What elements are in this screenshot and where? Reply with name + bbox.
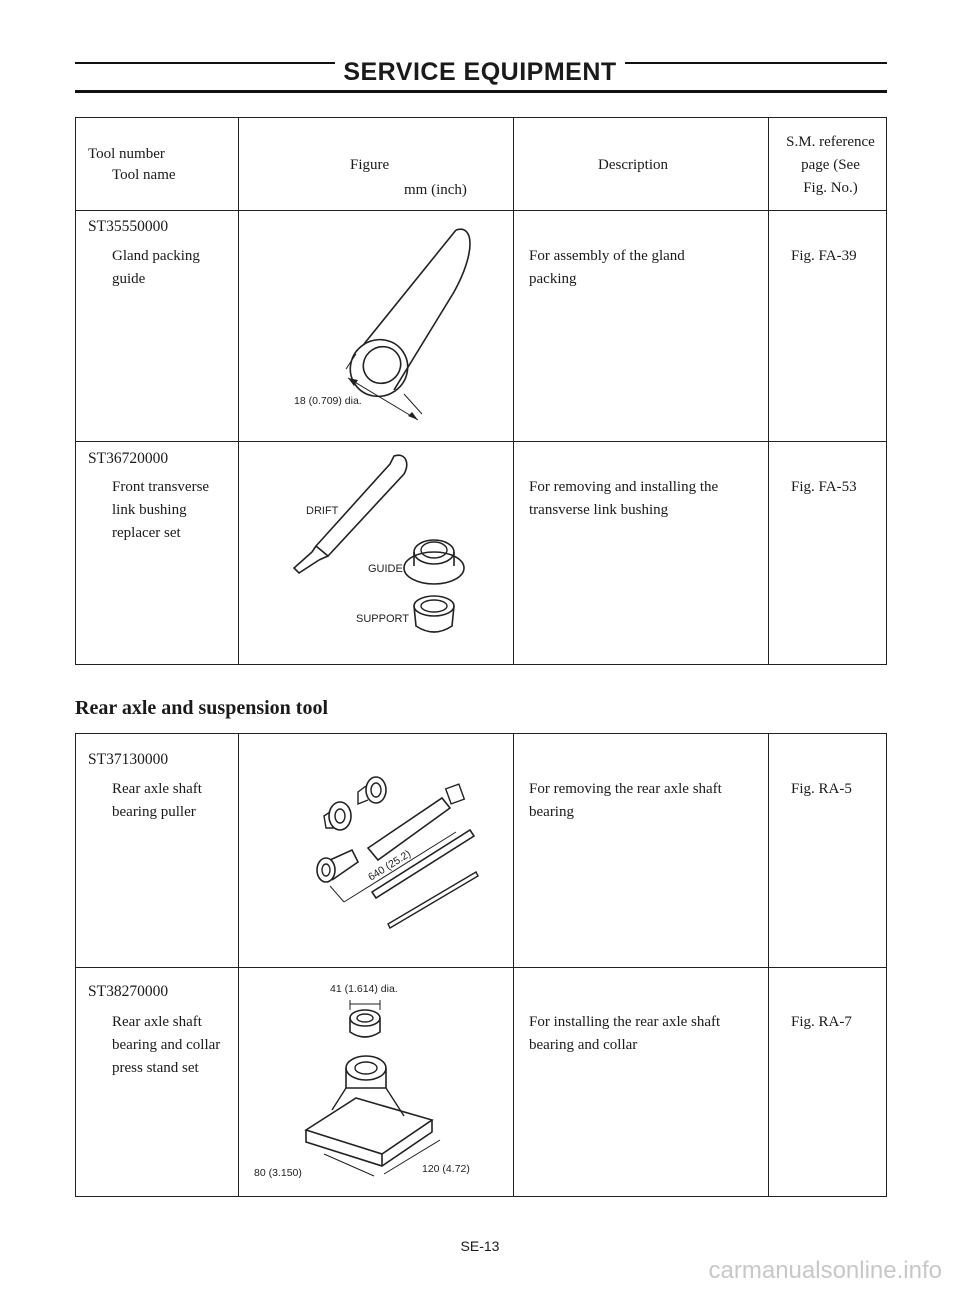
tool-description-line: packing	[529, 271, 577, 287]
tool-number: ST35550000	[88, 218, 169, 235]
tool-reference: Fig. FA-39	[791, 248, 857, 264]
tool-name-line: replacer set	[112, 525, 181, 541]
support-label: SUPPORT	[356, 613, 409, 625]
tool-description-line: transverse link bushing	[529, 502, 669, 518]
col-header-figure-unit: mm (inch)	[404, 182, 467, 198]
tool-description-line: bearing and collar	[529, 1037, 638, 1053]
col-header-sm-ref-2: page (See	[801, 157, 860, 173]
tool-name-line: Rear axle shaft	[112, 1014, 202, 1030]
tool-name-line: guide	[112, 271, 146, 287]
page-number: SE-13	[460, 1238, 500, 1254]
bushing-replacer-set-figure	[244, 446, 506, 662]
tool-name-line: press stand set	[112, 1060, 199, 1076]
col-header-description: Description	[598, 157, 668, 173]
tool-reference: Fig. FA-53	[791, 479, 857, 495]
guide-label: GUIDE	[368, 563, 403, 575]
drift-label: DRIFT	[306, 505, 339, 517]
col-header-sm-ref-3: Fig. No.)	[803, 180, 858, 196]
figure-dimension-label: 18 (0.709) dia.	[294, 395, 362, 407]
figure-dia-label: 41 (1.614) dia.	[330, 983, 398, 995]
figure-length-label-1: 80 (3.150)	[254, 1167, 302, 1179]
tool-name-line: Front transverse	[112, 479, 210, 495]
tool-description-line: For assembly of the gland	[529, 248, 685, 264]
page-title: SERVICE EQUIPMENT	[0, 58, 960, 87]
gland-packing-guide-figure	[244, 214, 506, 438]
section-heading: Rear axle and suspension tool	[75, 697, 329, 719]
tool-description-line: For removing and installing the	[529, 479, 719, 495]
tool-reference: Fig. RA-5	[791, 781, 852, 797]
tool-number: ST38270000	[88, 983, 169, 1000]
figure-length-label-2: 120 (4.72)	[422, 1163, 470, 1175]
service-equipment-table-rear	[75, 733, 887, 1197]
header-rule-bottom	[75, 90, 887, 93]
tool-number: ST36720000	[88, 450, 169, 467]
col-header-tool-name: Tool name	[112, 167, 176, 183]
tool-number: ST37130000	[88, 751, 169, 768]
tool-reference: Fig. RA-7	[791, 1014, 852, 1030]
service-equipment-table-front	[75, 117, 887, 665]
col-header-figure: Figure	[350, 157, 390, 173]
press-stand-set-figure	[244, 970, 506, 1192]
tool-name-line: bearing and collar	[112, 1037, 221, 1053]
tool-description-line: bearing	[529, 804, 574, 820]
col-header-tool-number: Tool number	[88, 146, 165, 162]
figure-dimension-label: 640 (25.2)	[366, 847, 414, 884]
tool-name-line: link bushing	[112, 502, 187, 518]
tool-name-line: bearing puller	[112, 804, 196, 820]
tool-description-line: For removing the rear axle shaft	[529, 781, 722, 797]
col-header-sm-ref-1: S.M. reference	[786, 134, 875, 150]
tool-name-line: Gland packing	[112, 248, 200, 264]
tool-name-line: Rear axle shaft	[112, 781, 202, 797]
tool-description-line: For installing the rear axle shaft	[529, 1014, 721, 1030]
watermark: carmanualsonline.info	[708, 1257, 942, 1284]
bearing-puller-figure	[244, 752, 506, 952]
